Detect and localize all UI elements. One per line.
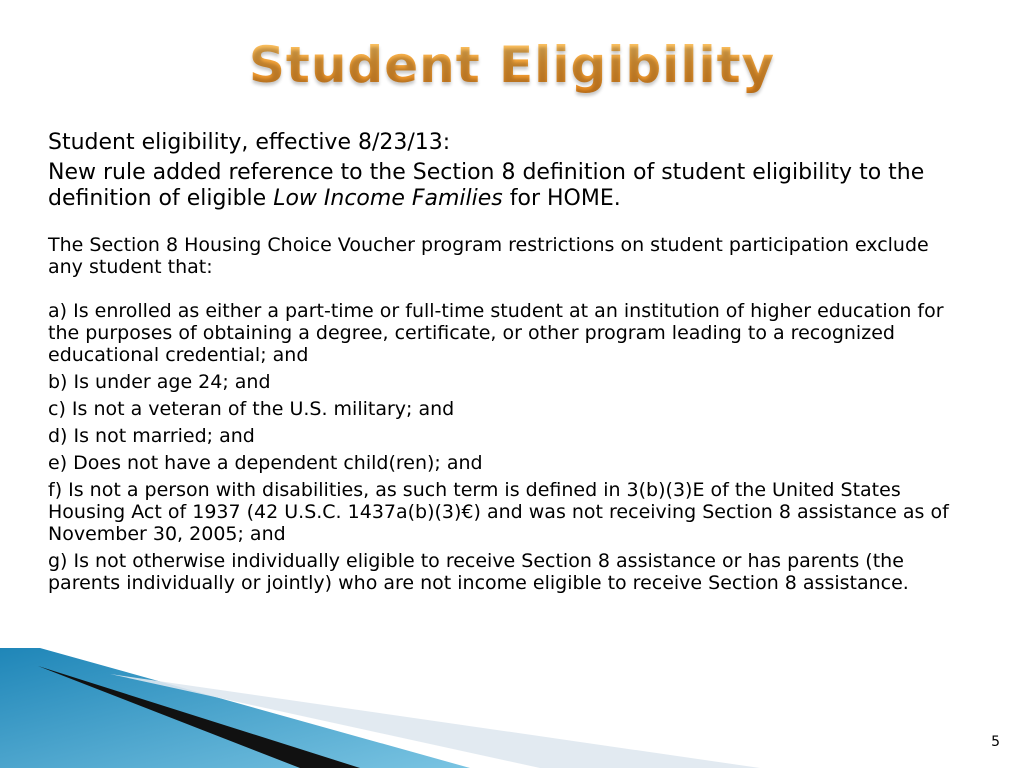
exclusion-list — [48, 300, 968, 594]
exclusion-item: d) Is not married; and — [48, 425, 255, 447]
exclusion-item: f) Is not a person with disabilities, as such term is defined in 3(b)(3)E of the United States Housing Act of 1937 (42 U.S.C. 1437a(b)(3)€) and was not receiving Section 8 assistance as of November 30, 2005; and — [48, 479, 949, 545]
corner-swoosh-decoration — [0, 648, 1024, 768]
exclusion-item: e) Does not have a dependent child(ren); and — [48, 452, 483, 474]
restrictions-intro: The Section 8 Housing Choice Voucher program restrictions on student participation exclude any student that: — [48, 234, 929, 278]
rule-text-after: for HOME. — [502, 186, 621, 211]
page-number: 5 — [991, 734, 1000, 750]
new-rule-paragraph — [48, 160, 968, 212]
blue-swoosh — [0, 648, 470, 768]
exclusion-item: g) Is not otherwise individually eligible to receive Section 8 assistance or has parents (the parents individually or jointly) who are not income eligible to receive Section 8 assistance. — [48, 550, 909, 594]
slide-body — [48, 130, 968, 599]
rule-text-before: New rule added reference to the Section 8 definition of student eligibility to the definition of eligible — [48, 160, 925, 211]
exclusion-item: a) Is enrolled as either a part-time or full-time student at an institution of higher education for the purposes of obtaining a degree, certificate, or other program leading to a recognized educational credential; and — [48, 300, 944, 366]
exclusion-item: c) Is not a veteran of the U.S. military; and — [48, 398, 455, 420]
slide-title: Student Eligibility — [0, 36, 1024, 94]
effective-date-line: Student eligibility, effective 8/23/13: — [48, 130, 451, 155]
exclusion-item: b) Is under age 24; and — [48, 371, 271, 393]
rule-emphasis: Low Income Families — [273, 186, 503, 211]
